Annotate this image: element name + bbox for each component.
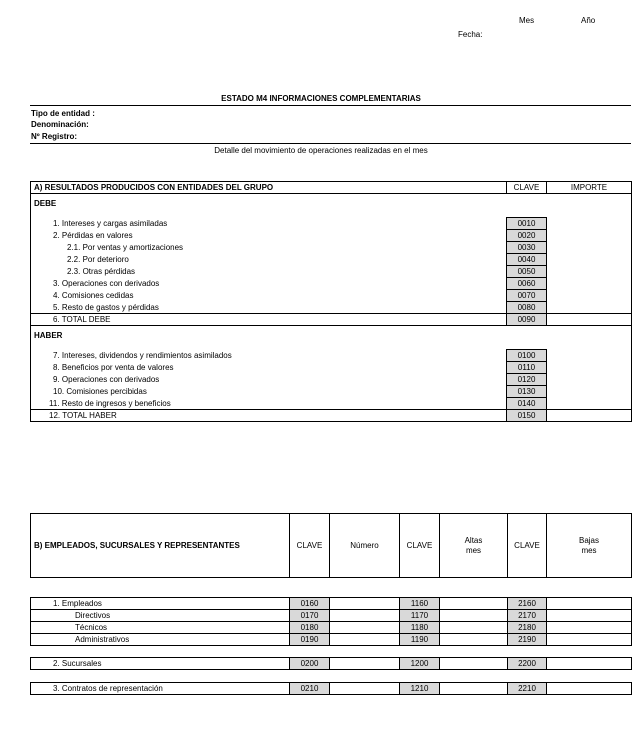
importe-cell[interactable] <box>547 218 632 230</box>
table-row: 7. Intereses, dividendos y rendimientos asimilados 0100 <box>31 350 632 362</box>
mes-label: Mes <box>519 16 535 25</box>
registro-label: Nº Registro: <box>31 132 78 141</box>
contratos-table <box>30 682 632 695</box>
table-row: Directivos 0170 1170 2170 <box>31 610 632 622</box>
altas-cell[interactable] <box>440 634 508 646</box>
numero-cell[interactable] <box>330 683 400 695</box>
bajas-header: Bajas mes <box>547 514 632 578</box>
table-row: 5. Resto de gastos y pérdidas 0080 <box>31 302 632 314</box>
bajas-cell[interactable] <box>547 622 632 634</box>
importe-cell[interactable] <box>547 266 632 278</box>
section-a-heading: A) RESULTADOS PRODUCIDOS CON ENTIDADES DEL GRUPO <box>31 182 507 194</box>
table-row: 3. Contratos de representación 0210 1210 2210 <box>31 683 632 695</box>
ano-label: Año <box>581 16 596 25</box>
numero-cell[interactable] <box>330 658 400 670</box>
table-row: 1. Intereses y cargas asimiladas 0010 <box>31 218 632 230</box>
importe-cell[interactable] <box>547 242 632 254</box>
table-row: 2.1. Por ventas y amortizaciones 0030 <box>31 242 632 254</box>
tipo-entidad-label: Tipo de entidad : <box>31 109 95 118</box>
importe-cell[interactable] <box>547 386 632 398</box>
numero-cell[interactable] <box>330 610 400 622</box>
table-row: 2.3. Otras pérdidas 0050 <box>31 266 632 278</box>
total-haber-row: 12. TOTAL HABER 0150 <box>31 410 632 422</box>
sucursales-table <box>30 657 632 670</box>
section-a-header-row <box>31 182 632 194</box>
table-row: Técnicos 0180 1180 2180 <box>31 622 632 634</box>
numero-header: Número <box>330 514 400 578</box>
altas-cell[interactable] <box>440 610 508 622</box>
importe-cell[interactable] <box>547 254 632 266</box>
title-rule <box>30 105 631 106</box>
bajas-cell[interactable] <box>547 658 632 670</box>
table-row: 8. Beneficios por venta de valores 0110 <box>31 362 632 374</box>
fecha-label: Fecha: <box>458 30 483 39</box>
meta-rule <box>30 143 631 144</box>
importe-cell[interactable] <box>547 350 632 362</box>
importe-cell[interactable] <box>547 410 632 422</box>
importe-cell[interactable] <box>547 374 632 386</box>
section-b-header-row <box>31 514 632 578</box>
debe-heading: DEBE <box>31 194 632 215</box>
clave-header-3: CLAVE <box>508 514 547 578</box>
importe-cell[interactable] <box>547 398 632 410</box>
numero-cell[interactable] <box>330 598 400 610</box>
haber-row <box>31 326 632 347</box>
total-debe-row: 6. TOTAL DEBE 0090 <box>31 314 632 326</box>
denominacion-label: Denominación: <box>31 120 89 129</box>
numero-cell[interactable] <box>330 634 400 646</box>
table-row: 3. Operaciones con derivados 0060 <box>31 278 632 290</box>
clave-header-2: CLAVE <box>400 514 440 578</box>
bajas-cell[interactable] <box>547 634 632 646</box>
table-row: 10. Comisiones percibidas 0130 <box>31 386 632 398</box>
importe-cell[interactable] <box>547 314 632 326</box>
table-row: 4. Comisiones cedidas 0070 <box>31 290 632 302</box>
table-row: Administrativos 0190 1190 2190 <box>31 634 632 646</box>
table-row: 9. Operaciones con derivados 0120 <box>31 374 632 386</box>
importe-header: IMPORTE <box>547 182 632 194</box>
empleados-table <box>30 597 632 646</box>
importe-cell[interactable] <box>547 278 632 290</box>
table-row: 1. Empleados 0160 1160 2160 <box>31 598 632 610</box>
section-a-table <box>30 181 632 422</box>
altas-cell[interactable] <box>440 622 508 634</box>
importe-cell[interactable] <box>547 290 632 302</box>
altas-cell[interactable] <box>440 598 508 610</box>
altas-cell[interactable] <box>440 683 508 695</box>
section-b-header-table <box>30 513 632 578</box>
debe-row <box>31 194 632 215</box>
table-row: 2. Pérdidas en valores 0020 <box>31 230 632 242</box>
table-row: 2.2. Por deterioro 0040 <box>31 254 632 266</box>
altas-cell[interactable] <box>440 658 508 670</box>
altas-header: Altas mes <box>440 514 508 578</box>
bajas-cell[interactable] <box>547 598 632 610</box>
bajas-cell[interactable] <box>547 610 632 622</box>
importe-cell[interactable] <box>547 302 632 314</box>
section-b-heading: B) EMPLEADOS, SUCURSALES Y REPRESENTANTES <box>31 514 290 578</box>
importe-cell[interactable] <box>547 362 632 374</box>
table-row: 2. Sucursales 0200 1200 2200 <box>31 658 632 670</box>
clave-header-1: CLAVE <box>290 514 330 578</box>
bajas-cell[interactable] <box>547 683 632 695</box>
importe-cell[interactable] <box>547 230 632 242</box>
subtitle: Detalle del movimiento de operaciones realizadas en el mes <box>214 146 428 155</box>
document-title: ESTADO M4 INFORMACIONES COMPLEMENTARIAS <box>221 94 421 103</box>
haber-heading: HABER <box>31 326 632 347</box>
clave-header: CLAVE <box>507 182 547 194</box>
table-row: 11. Resto de ingresos y beneficios 0140 <box>31 398 632 410</box>
numero-cell[interactable] <box>330 622 400 634</box>
